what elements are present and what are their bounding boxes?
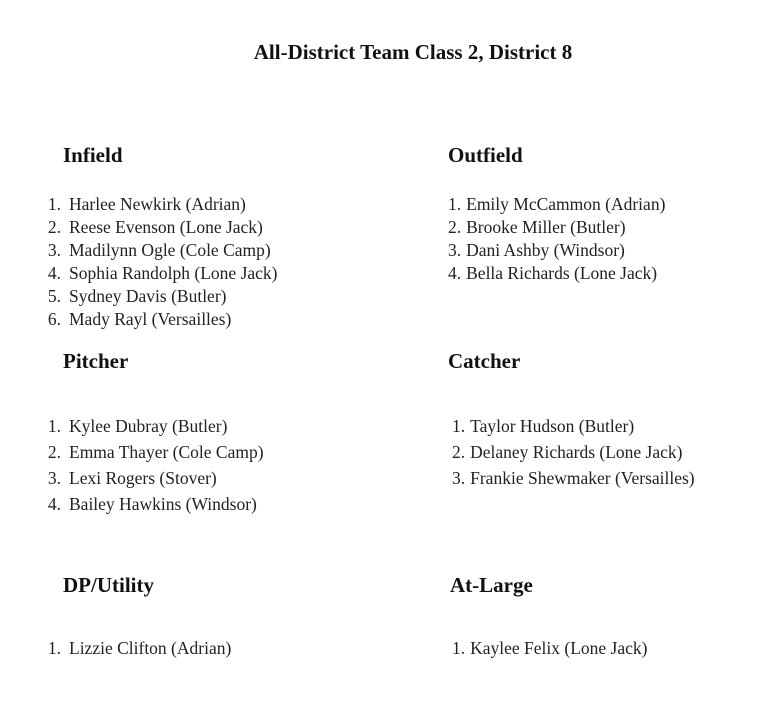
pitcher-heading: Pitcher (63, 349, 129, 373)
list-item-number: 1. (47, 194, 61, 214)
list-item-number: 1. (452, 416, 466, 436)
at-large-list (452, 635, 647, 661)
page-title: All-District Team Class 2, District 8 (253, 40, 573, 64)
list-item-number: 4. (47, 263, 61, 283)
list-item-text: Frankie Shewmaker (Versailles) (470, 468, 695, 488)
list-item-text: Bella Richards (Lone Jack) (466, 263, 658, 283)
list-item (452, 413, 695, 439)
list-item-text: Dani Ashby (Windsor) (466, 240, 625, 260)
list-item-number: 1. (47, 416, 61, 436)
list-item (47, 491, 264, 517)
list-item-number: 6. (47, 309, 61, 329)
list-item (452, 465, 695, 491)
list-item-text: Reese Evenson (Lone Jack) (69, 217, 263, 237)
list-item-text: Kylee Dubray (Butler) (69, 416, 228, 436)
infield-list (47, 193, 278, 331)
list-item-text: Harlee Newkirk (Adrian) (69, 194, 246, 214)
list-item-number: 4. (47, 494, 61, 514)
list-item (47, 239, 278, 262)
list-item (47, 465, 264, 491)
list-item (47, 216, 278, 239)
list-item (47, 193, 278, 216)
list-item (47, 413, 264, 439)
list-item-number: 3. (47, 240, 61, 260)
list-item-text: Lizzie Clifton (Adrian) (69, 638, 232, 658)
list-item-number: 1. (47, 638, 61, 658)
infield-heading: Infield (63, 143, 123, 167)
list-item-text: Lexi Rogers (Stover) (69, 468, 217, 488)
list-item-text: Delaney Richards (Lone Jack) (470, 442, 683, 462)
list-item-number: 2. (448, 217, 462, 237)
list-item-number: 3. (452, 468, 466, 488)
list-item-text: Sophia Randolph (Lone Jack) (69, 263, 278, 283)
list-item-number: 2. (47, 442, 61, 462)
outfield-list (448, 193, 665, 285)
list-item (47, 308, 278, 331)
list-item (452, 439, 695, 465)
list-item (448, 216, 665, 239)
list-item-text: Taylor Hudson (Butler) (470, 416, 635, 436)
list-item-number: 1. (452, 638, 466, 658)
list-item (47, 285, 278, 308)
at-large-heading: At-Large (450, 573, 533, 597)
list-item-number: 3. (448, 240, 462, 260)
list-item (47, 262, 278, 285)
dp-utility-list (47, 635, 232, 661)
list-item-number: 2. (452, 442, 466, 462)
outfield-heading: Outfield (448, 143, 523, 167)
list-item (448, 239, 665, 262)
list-item-number: 4. (448, 263, 462, 283)
list-item-text: Mady Rayl (Versailles) (69, 309, 232, 329)
list-item-text: Sydney Davis (Butler) (69, 286, 227, 306)
list-item-text: Madilynn Ogle (Cole Camp) (69, 240, 271, 260)
list-item-number: 1. (448, 194, 462, 214)
list-item-number: 2. (47, 217, 61, 237)
catcher-heading: Catcher (448, 349, 521, 373)
list-item (47, 439, 264, 465)
list-item-text: Kaylee Felix (Lone Jack) (470, 638, 648, 658)
list-item (452, 635, 647, 661)
list-item-number: 3. (47, 468, 61, 488)
list-item-number: 5. (47, 286, 61, 306)
list-item-text: Emily McCammon (Adrian) (466, 194, 666, 214)
dp-utility-heading: DP/Utility (63, 573, 154, 597)
list-item (448, 193, 665, 216)
list-item (448, 262, 665, 285)
list-item-text: Emma Thayer (Cole Camp) (69, 442, 264, 462)
list-item-text: Brooke Miller (Butler) (466, 217, 626, 237)
list-item-text: Bailey Hawkins (Windsor) (69, 494, 257, 514)
pitcher-list (47, 413, 264, 517)
list-item (47, 635, 232, 661)
catcher-list (452, 413, 695, 491)
